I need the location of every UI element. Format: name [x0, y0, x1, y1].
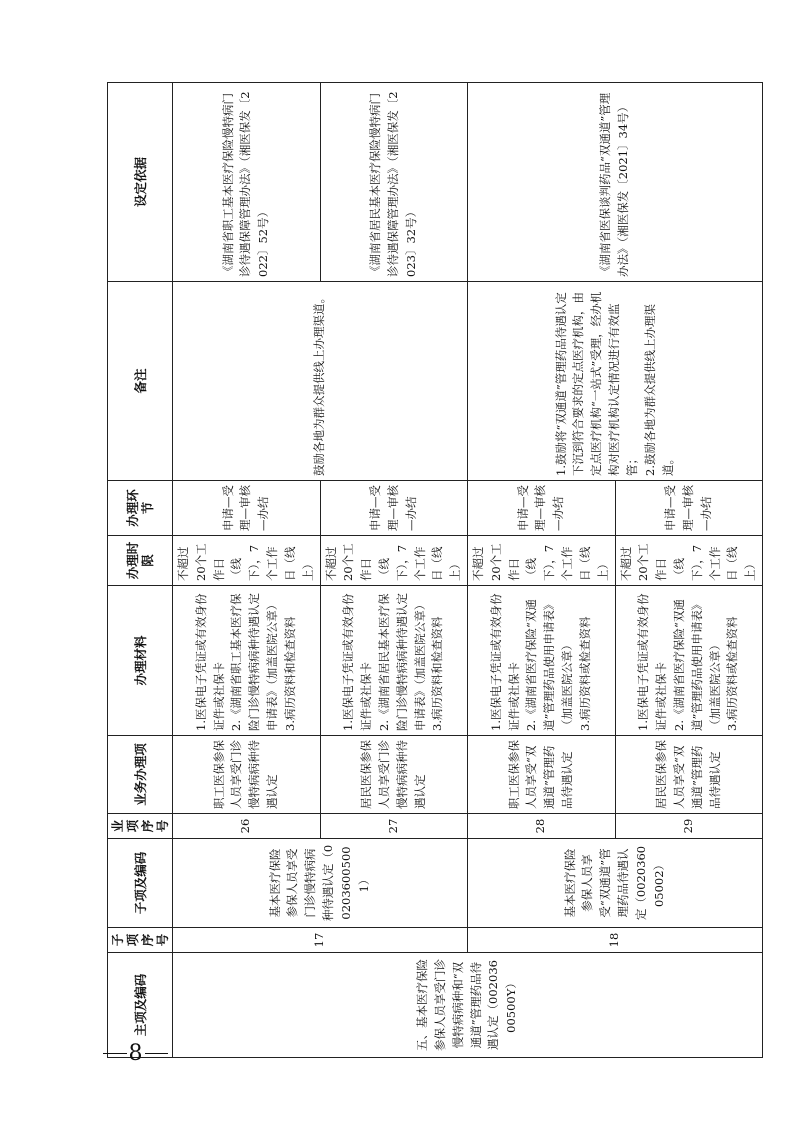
header-materials: 办理材料: [108, 586, 173, 736]
main-item-cell: 五、基本医疗保险参保人员享受门诊慢特病病种和“双通道”管理药品待遇认定（00203600500Y）: [173, 953, 763, 1058]
header-main-item: 主项及编码: [108, 953, 173, 1058]
header-steps: 办理环节: [108, 481, 173, 536]
materials-cell: 1.医保电子凭证或有效身份证件或社保卡 2.《湖南省职工基本医疗保险门诊慢特病病种待遇认定申请表》（加盖医院公章） 3.病历资料和检查资料: [173, 586, 321, 736]
biz-no-cell: 28: [468, 814, 616, 839]
header-sub-no: 子项序号: [108, 928, 173, 953]
basis-cell: 《湖南省医保谈判药品“双通道”管理办法》（湘医保发〔2021〕34号）: [468, 83, 763, 282]
sub-no-cell: 18: [468, 928, 763, 953]
biz-item-cell: 职工医保参保人员享受门诊慢特病病种待遇认定: [173, 736, 321, 814]
steps-cell: 申请—受理—审核—办结: [173, 481, 321, 536]
page-number-dash-right: [145, 1053, 169, 1054]
page-number-dash-left: [103, 1053, 127, 1054]
biz-no-cell: 29: [615, 814, 763, 839]
service-items-table: [107, 82, 763, 1058]
time-limit-cell: 不超过20个工作日（线下），7个工作日（线上）: [173, 536, 321, 586]
materials-cell: 1.医保电子凭证或有效身份证件或社保卡 2.《湖南省居民基本医疗保险门诊慢特病病种待遇认定申请表》（加盖医院公章） 3.病历资料和检查资料: [320, 586, 468, 736]
rotated-table-wrapper: [107, 83, 758, 1058]
basis-cell: 《湖南省职工基本医疗保险慢特病门诊待遇保障管理办法》（湘医保发〔2022〕52号）: [173, 83, 321, 282]
header-remarks: 备注: [108, 282, 173, 481]
basis-cell: 《湖南省居民基本医疗保险慢特病门诊待遇保障管理办法》（湘医保发〔2023〕32号）: [320, 83, 468, 282]
steps-cell: 申请—受理—审核—办结: [615, 481, 763, 536]
biz-no-cell: 26: [173, 814, 321, 839]
table-row: [468, 83, 616, 1058]
remarks-cell: 鼓励各地为群众提供线上办理渠道。: [173, 282, 468, 481]
header-biz-item: 业务办理项: [108, 736, 173, 814]
header-biz-no: 业项序号: [108, 814, 173, 839]
remarks-cell: 1.鼓励将“双通道”管理药品待遇认定下沉到符合要求的定点医疗机构，由定点医疗机构“一站式”受理，经办机构对医疗机构认定情况进行有效监管； 2.鼓励各地为群众提供线上办理渠道。: [468, 282, 763, 481]
steps-cell: 申请—受理—审核—办结: [320, 481, 468, 536]
materials-cell: 1.医保电子凭证或有效身份证件或社保卡 2.《湖南省医疗保险“双通道”管理药品使用申请表》（加盖医院公章） 3.病历资料或检查资料: [615, 586, 763, 736]
header-basis: 设定依据: [108, 83, 173, 282]
biz-item-cell: 居民医保参保人员享受门诊慢特病病种待遇认定: [320, 736, 468, 814]
biz-no-cell: 27: [320, 814, 468, 839]
page-content: [107, 83, 758, 1058]
time-limit-cell: 不超过20个工作日（线下），7个工作日（线上）: [320, 536, 468, 586]
time-limit-cell: 不超过20个工作日（线下），7个工作日（线上）: [615, 536, 763, 586]
sub-item-cell: 基本医疗保险参保人员享受门诊慢特病病种待遇认定（002036005001）: [173, 839, 468, 928]
sub-item-cell: 基本医疗保险参保人员享受“双通道”管理药品待遇认定（002036005002）: [468, 839, 763, 928]
materials-cell: 1.医保电子凭证或有效身份证件或社保卡 2.《湖南省医疗保险“双通道”管理药品使用申请表》（加盖医院公章） 3.病历资料或检查资料: [468, 586, 616, 736]
table-row: [173, 83, 321, 1058]
header-time-limit: 办理时限: [108, 536, 173, 586]
steps-cell: 申请—受理—审核—办结: [468, 481, 616, 536]
page-number-value: 8: [128, 1040, 143, 1066]
page-number: [103, 1040, 168, 1066]
table-header-row: [108, 83, 173, 1058]
header-sub-item: 子项及编码: [108, 839, 173, 928]
biz-item-cell: 居民医保参保人员享受“双通道”管理药品待遇认定: [615, 736, 763, 814]
time-limit-cell: 不超过20个工作日（线下），7个工作日（线上）: [468, 536, 616, 586]
sub-no-cell: 17: [173, 928, 468, 953]
biz-item-cell: 职工医保参保人员享受“双通道”管理药品待遇认定: [468, 736, 616, 814]
